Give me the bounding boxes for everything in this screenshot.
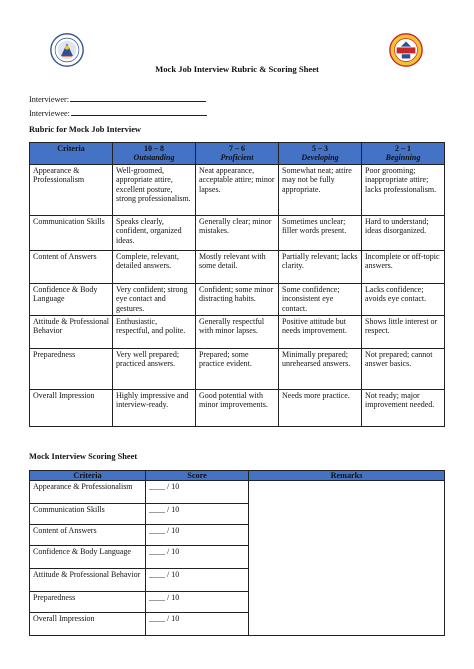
rubric-row: [30, 216, 445, 251]
scoring-table: [29, 470, 445, 636]
rubric-criteria-cell: Confidence & Body Language: [30, 284, 113, 316]
level-range: 10 – 8: [144, 144, 164, 153]
scoring-row: [30, 481, 445, 504]
scoring-criteria-cell: Appearance & Professionalism: [30, 481, 146, 504]
level-range: 5 – 3: [312, 144, 328, 153]
interviewer-field[interactable]: [29, 94, 206, 104]
rubric-cell: Partially relevant; lacks clarity.: [279, 251, 362, 284]
rubric-criteria-cell: Content of Answers: [30, 251, 113, 284]
score-field[interactable]: ____ / 10: [146, 546, 249, 569]
rubric-cell: Confident; some minor distracting habits.: [196, 284, 279, 316]
scoring-header-row: [30, 471, 445, 481]
rubric-header-level: [279, 143, 362, 165]
rubric-section-title: Rubric for Mock Job Interview: [29, 125, 141, 134]
rubric-cell: Good potential with minor improvements.: [196, 390, 279, 427]
remarks-field[interactable]: [249, 481, 445, 636]
rubric-row: [30, 165, 445, 216]
rubric-cell: Incomplete or off-topic answers.: [362, 251, 445, 284]
rubric-cell: Some confidence; inconsistent eye contact.: [279, 284, 362, 316]
rubric-cell: Sometimes unclear; filler words present.: [279, 216, 362, 251]
scoring-header-remarks: Remarks: [249, 471, 445, 481]
rubric-row: [30, 316, 445, 349]
rubric-cell: Somewhat neat; attire may not be fully appropriate.: [279, 165, 362, 216]
scoring-criteria-cell: Preparedness: [30, 592, 146, 613]
rubric-criteria-cell: Communication Skills: [30, 216, 113, 251]
level-range: 2 – 1: [395, 144, 411, 153]
rubric-cell: Poor grooming; inappropriate attire; lacks professionalism.: [362, 165, 445, 216]
rubric-cell: Generally clear; minor mistakes.: [196, 216, 279, 251]
scoring-section-title: Mock Interview Scoring Sheet: [29, 452, 138, 461]
scoring-criteria-cell: Overall Impression: [30, 613, 146, 636]
rubric-row: [30, 390, 445, 427]
level-name: Outstanding: [133, 153, 175, 162]
score-field[interactable]: ____ / 10: [146, 481, 249, 504]
rubric-cell: Shows little interest or respect.: [362, 316, 445, 349]
rubric-cell: Hard to understand; ideas disorganized.: [362, 216, 445, 251]
interviewer-label: Interviewer:: [29, 95, 70, 104]
rubric-cell: Not prepared; cannot answer basics.: [362, 349, 445, 390]
level-range: 7 – 6: [229, 144, 245, 153]
rubric-header-level: [362, 143, 445, 165]
score-field[interactable]: ____ / 10: [146, 613, 249, 636]
rubric-row: [30, 284, 445, 316]
score-field[interactable]: ____ / 10: [146, 504, 249, 525]
rubric-criteria-cell: Appearance & Professionalism: [30, 165, 113, 216]
rubric-cell: Highly impressive and interview-ready.: [113, 390, 196, 427]
interviewee-field[interactable]: [29, 108, 207, 118]
rubric-cell: Not ready; major improvement needed.: [362, 390, 445, 427]
rubric-row: [30, 251, 445, 284]
scoring-header-criteria: Criteria: [30, 471, 146, 481]
rubric-table: [29, 142, 445, 427]
rubric-cell: Speaks clearly, confident, organized ideas.: [113, 216, 196, 251]
scoring-criteria-cell: Content of Answers: [30, 525, 146, 546]
interviewee-blank[interactable]: [71, 108, 207, 116]
page-title: Mock Job Interview Rubric & Scoring Sheet: [155, 64, 319, 74]
rubric-cell: Neat appearance, acceptable attire; minor lapses.: [196, 165, 279, 216]
rubric-cell: Mostly relevant with some detail.: [196, 251, 279, 284]
interviewee-label: Interviewee:: [29, 109, 70, 118]
rubric-cell: Very confident; strong eye contact and gestures.: [113, 284, 196, 316]
interviewer-blank[interactable]: [70, 94, 206, 102]
rubric-cell: Very well prepared; practiced answers.: [113, 349, 196, 390]
score-field[interactable]: ____ / 10: [146, 592, 249, 613]
rubric-cell: Prepared; some practice evident.: [196, 349, 279, 390]
level-name: Beginning: [385, 153, 421, 162]
rubric-cell: Generally respectful with minor lapses.: [196, 316, 279, 349]
rubric-header-level: [196, 143, 279, 165]
scoring-criteria-cell: Confidence & Body Language: [30, 546, 146, 569]
rubric-header-level: [113, 143, 196, 165]
level-name: Developing: [301, 153, 339, 162]
government-seal-icon: [50, 33, 84, 67]
rubric-cell: Complete, relevant, detailed answers.: [113, 251, 196, 284]
rubric-criteria-cell: Overall Impression: [30, 390, 113, 427]
scoring-header-score: Score: [146, 471, 249, 481]
rubric-row: [30, 349, 445, 390]
scoring-criteria-cell: Attitude & Professional Behavior: [30, 569, 146, 592]
rubric-criteria-cell: Attitude & Professional Behavior: [30, 316, 113, 349]
rubric-cell: Well-groomed, appropriate attire, excellent posture, strong professionalism.: [113, 165, 196, 216]
level-name: Proficient: [220, 153, 254, 162]
score-field[interactable]: ____ / 10: [146, 525, 249, 546]
scoring-criteria-cell: Communication Skills: [30, 504, 146, 525]
rubric-header-criteria: Criteria: [30, 143, 113, 165]
rubric-cell: Positive attitude but needs improvement.: [279, 316, 362, 349]
school-seal-icon: [389, 33, 423, 67]
rubric-cell: Lacks confidence; avoids eye contact.: [362, 284, 445, 316]
rubric-cell: Needs more practice.: [279, 390, 362, 427]
rubric-criteria-cell: Preparedness: [30, 349, 113, 390]
rubric-cell: Minimally prepared; unrehearsed answers.: [279, 349, 362, 390]
rubric-cell: Enthusiastic, respectful, and polite.: [113, 316, 196, 349]
rubric-header-row: [30, 143, 445, 165]
score-field[interactable]: ____ / 10: [146, 569, 249, 592]
